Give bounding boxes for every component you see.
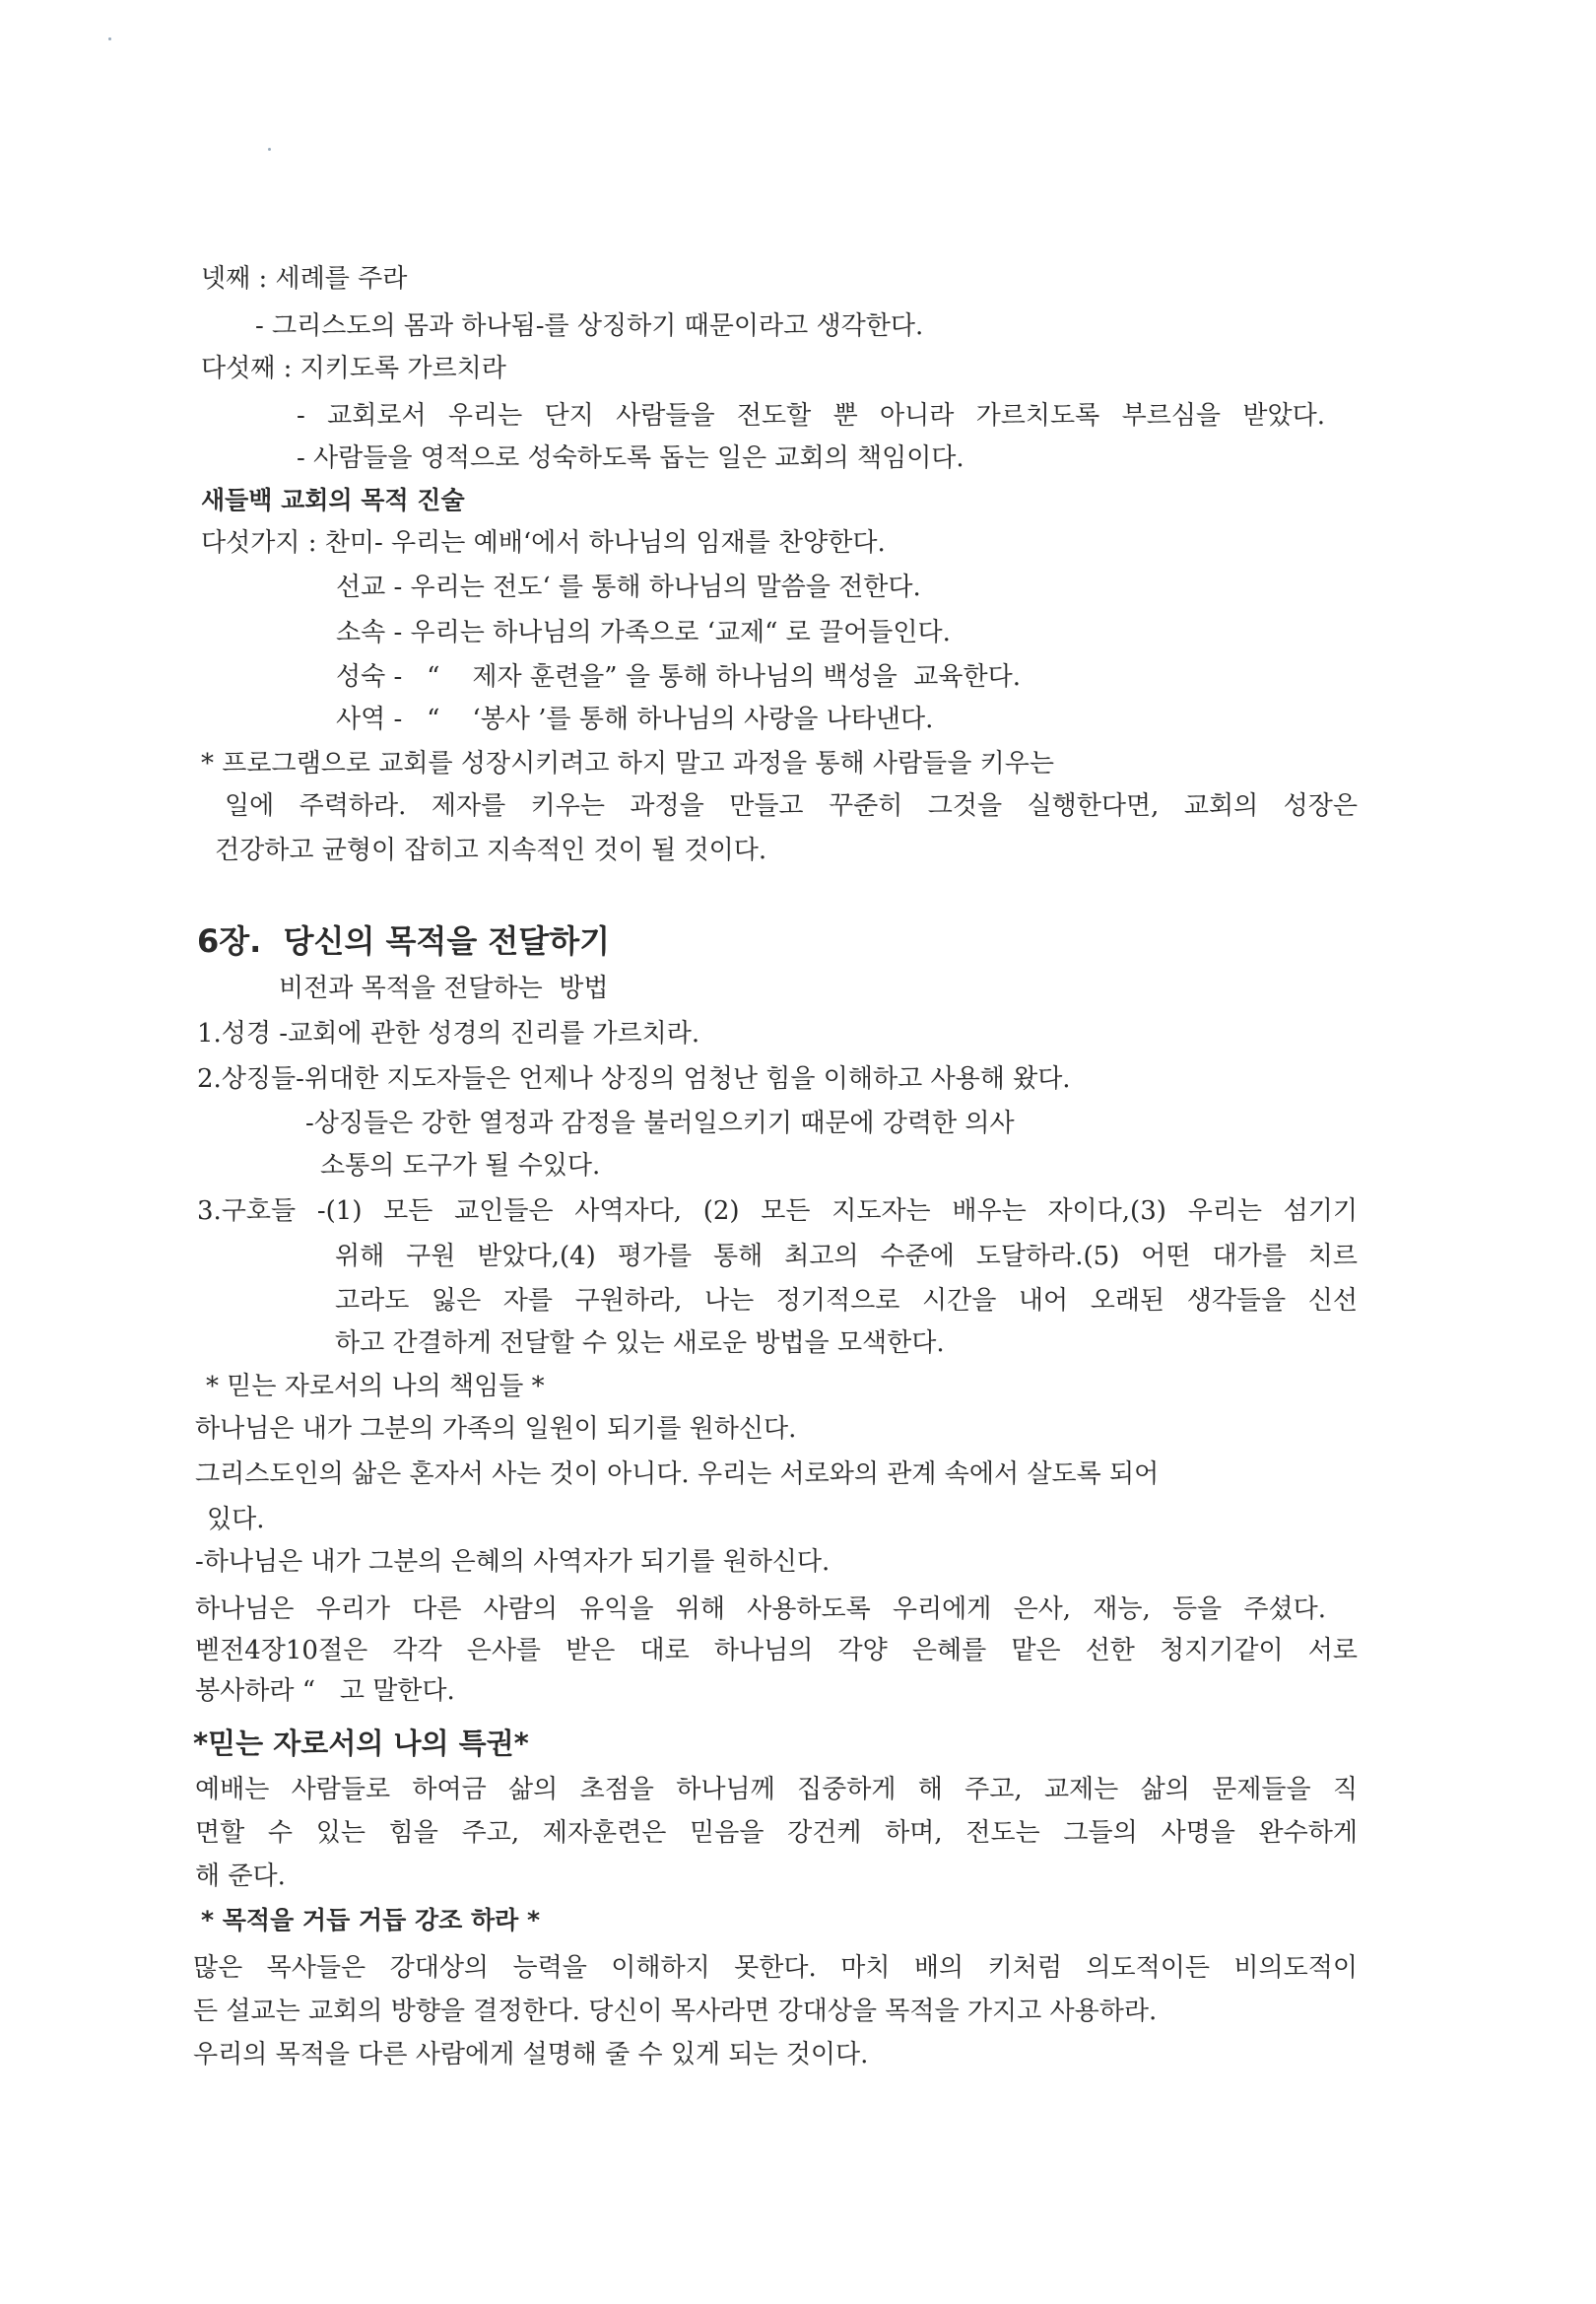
note-line: * 프로그램으로 교회를 성장시키려고 하지 말고 과정을 통해 사람들을 키우는: [201, 749, 1054, 779]
text-line: 면할 수 있는 힘을 주고, 제자훈련은 믿음을 강건케 하며, 전도는 그들의 사명을 완수하게: [195, 1818, 1358, 1848]
purpose-item: 선교 - 우리는 전도‘ 를 통해 하나님의 말씀을 전한다.: [336, 573, 921, 602]
text-line: -상징들은 강한 열정과 감정을 불러일으키기 때문에 강력한 의사: [305, 1109, 1015, 1138]
text-line: 하나님은 우리가 다른 사람의 유익을 위해 사용하도록 우리에게 은사, 재능, 등을 주셨다.: [195, 1594, 1326, 1624]
text-line: 넷째 : 세례를 주라: [201, 264, 408, 294]
text-line: 예배는 사람들로 하여금 삶의 초점을 하나님께 집중하게 해 주고, 교제는 삶의 문제들을 직: [195, 1775, 1358, 1804]
text-line: - 교회로서 우리는 단지 사람들을 전도할 뿐 아니라 가르치도록 부르심을 받았다.: [297, 401, 1325, 431]
text-line: 2.상징들-위대한 지도자들은 언제나 상징의 엄청난 힘을 이해하고 사용해 왔다.: [197, 1064, 1071, 1094]
note-line: 건강하고 균형이 잡히고 지속적인 것이 될 것이다.: [215, 836, 767, 865]
section-heading: * 목적을 거듭 거듭 강조 하라 *: [201, 1906, 541, 1934]
text-line: 많은 목사들은 강대상의 능력을 이해하지 못한다. 마치 배의 키처럼 의도적이든 비의도적이: [193, 1953, 1358, 1983]
scan-speck: [108, 37, 111, 40]
text-line: 위해 구원 받았다,(4) 평가를 통해 최고의 수준에 도달하라.(5) 어떤 대가를 치르: [335, 1242, 1358, 1271]
text-line: - 그리스도의 몸과 하나됨-를 상징하기 때문이라고 생각한다.: [255, 311, 924, 341]
text-line: 벧전4장10절은 각각 은사를 받은 대로 하나님의 각양 은혜를 맡은 선한 청지기같이 서로: [195, 1636, 1358, 1665]
text-line: 해 준다.: [195, 1862, 286, 1891]
purpose-item: 소속 - 우리는 하나님의 가족으로 ‘교제“ 로 끌어들인다.: [336, 618, 951, 647]
chapter-subtitle: 비전과 목적을 전달하는 방법: [279, 974, 609, 1003]
text-line: 든 설교는 교회의 방향을 결정한다. 당신이 목사라면 강대상을 목적을 가지고 사용하라.: [193, 1997, 1158, 2026]
text-line: 하고 간결하게 전달할 수 있는 새로운 방법을 모색한다.: [335, 1328, 945, 1358]
text-line: 그리스도인의 삶은 혼자서 사는 것이 아니다. 우리는 서로와의 관계 속에서 살도록 되어: [195, 1459, 1160, 1489]
text-line: 다섯째 : 지키도록 가르치라: [201, 354, 506, 383]
text-line: -하나님은 내가 그분의 은혜의 사역자가 되기를 원하신다.: [195, 1547, 831, 1577]
text-line: 하나님은 내가 그분의 가족의 일원이 되기를 원하신다.: [195, 1414, 797, 1444]
note-line: 일에 주력하라. 제자를 키우는 과정을 만들고 꾸준히 그것을 실행한다면, 교회의 성장은: [225, 791, 1358, 821]
purpose-item: 다섯가지 : 찬미- 우리는 예배‘에서 하나님의 임재를 찬양한다.: [201, 528, 886, 558]
purpose-item: 성숙 - “ 제자 훈련을” 을 통해 하나님의 백성을 교육한다.: [336, 662, 1022, 692]
text-line: 봉사하라 “ 고 말한다.: [195, 1676, 455, 1706]
section-heading: * 믿는 자로서의 나의 책임들 *: [206, 1372, 545, 1401]
text-line: 3.구호들 -(1) 모든 교인들은 사역자다, (2) 모든 지도자는 배우는 자이다,(3) 우리는 섬기기: [197, 1196, 1358, 1226]
section-heading: 새들백 교회의 목적 진술: [201, 486, 465, 514]
text-line: 소통의 도구가 될 수있다.: [320, 1151, 601, 1181]
text-line: 고라도 잃은 자를 구원하라, 나는 정기적으로 시간을 내어 오래된 생각들을 신선: [335, 1286, 1358, 1316]
text-line: - 사람들을 영적으로 성숙하도록 돕는 일은 교회의 책임이다.: [297, 443, 964, 473]
text-line: 있다.: [207, 1505, 265, 1534]
scan-speck: [268, 148, 271, 151]
text-line: 우리의 목적을 다른 사람에게 설명해 줄 수 있게 되는 것이다.: [193, 2040, 869, 2069]
text-line: 1.성경 -교회에 관한 성경의 진리를 가르치라.: [197, 1019, 700, 1049]
purpose-item: 사역 - “ ‘봉사 ’를 통해 하나님의 사랑을 나타낸다.: [336, 705, 934, 734]
section-heading: *믿는 자로서의 나의 특권*: [193, 1727, 529, 1760]
chapter-title: 6장. 당신의 목적을 전달하기: [197, 922, 611, 960]
